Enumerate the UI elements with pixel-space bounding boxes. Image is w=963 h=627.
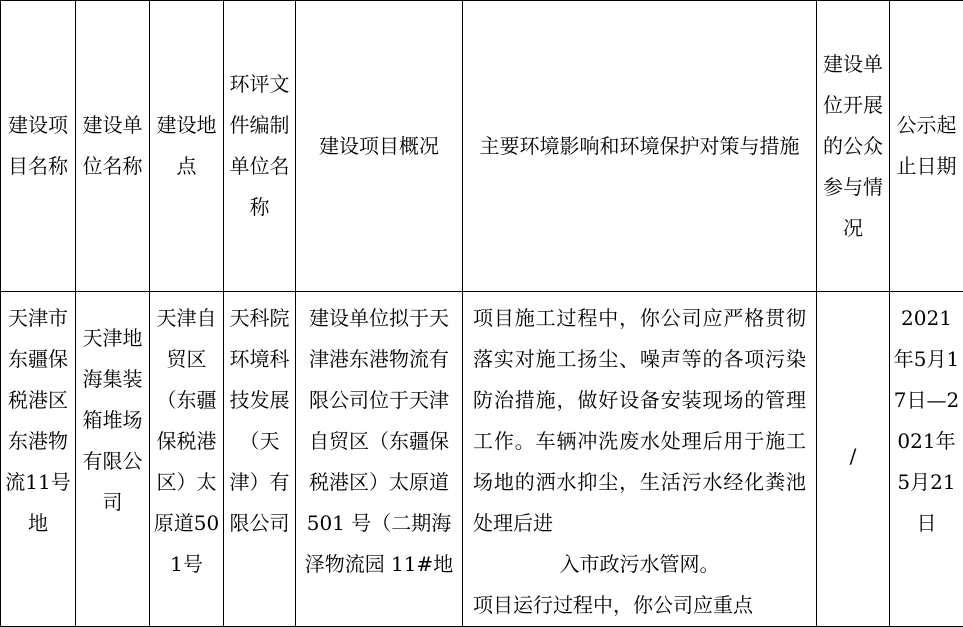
header-unit-name: 建设单位名称 <box>76 1 150 292</box>
measures-paragraph-2: 项目运行过程中，你公司应重点 <box>473 585 806 626</box>
cell-period: 2021年5月17日—2021年5月21日 <box>890 292 963 627</box>
cell-participation: / <box>817 292 890 627</box>
header-participation: 建设单位开展的公众参与情况 <box>817 1 890 292</box>
cell-project-name: 天津市东疆保税港区东港物流11号地 <box>1 292 76 627</box>
cell-unit-name: 天津地海集装箱堆场有限公司 <box>76 292 150 627</box>
header-row <box>1 1 963 292</box>
cell-measures <box>463 292 817 627</box>
measures-paragraph-1-end: 入市政污水管网。 <box>473 544 806 585</box>
cell-location: 天津自贸区（东疆保税港区）太原道501号 <box>150 292 224 627</box>
header-eia-unit: 环评文件编制单位名称 <box>224 1 296 292</box>
table-row <box>1 292 963 627</box>
header-project-name: 建设项目名称 <box>1 1 76 292</box>
header-location: 建设地点 <box>150 1 224 292</box>
header-overview: 建设项目概况 <box>296 1 463 292</box>
cell-overview: 建设单位拟于天津港东港物流有限公司位于天津自贸区（东疆保税港区）太原道 501 号（二期海泽物流园 11#地 <box>296 292 463 627</box>
cell-eia-unit: 天科院环境科技发展（天津）有限公司 <box>224 292 296 627</box>
header-measures: 主要环境影响和环境保护对策与措施 <box>463 1 817 292</box>
header-period: 公示起止日期 <box>890 1 963 292</box>
measures-paragraph-1: 项目施工过程中，你公司应严格贯彻落实对施工扬尘、噪声等的各项污染防治措施，做好设备安装现场的管理工作。车辆冲洗废水处理后用于施工场地的洒水抑尘，生活污水经化粪池处理后进 <box>473 298 806 544</box>
